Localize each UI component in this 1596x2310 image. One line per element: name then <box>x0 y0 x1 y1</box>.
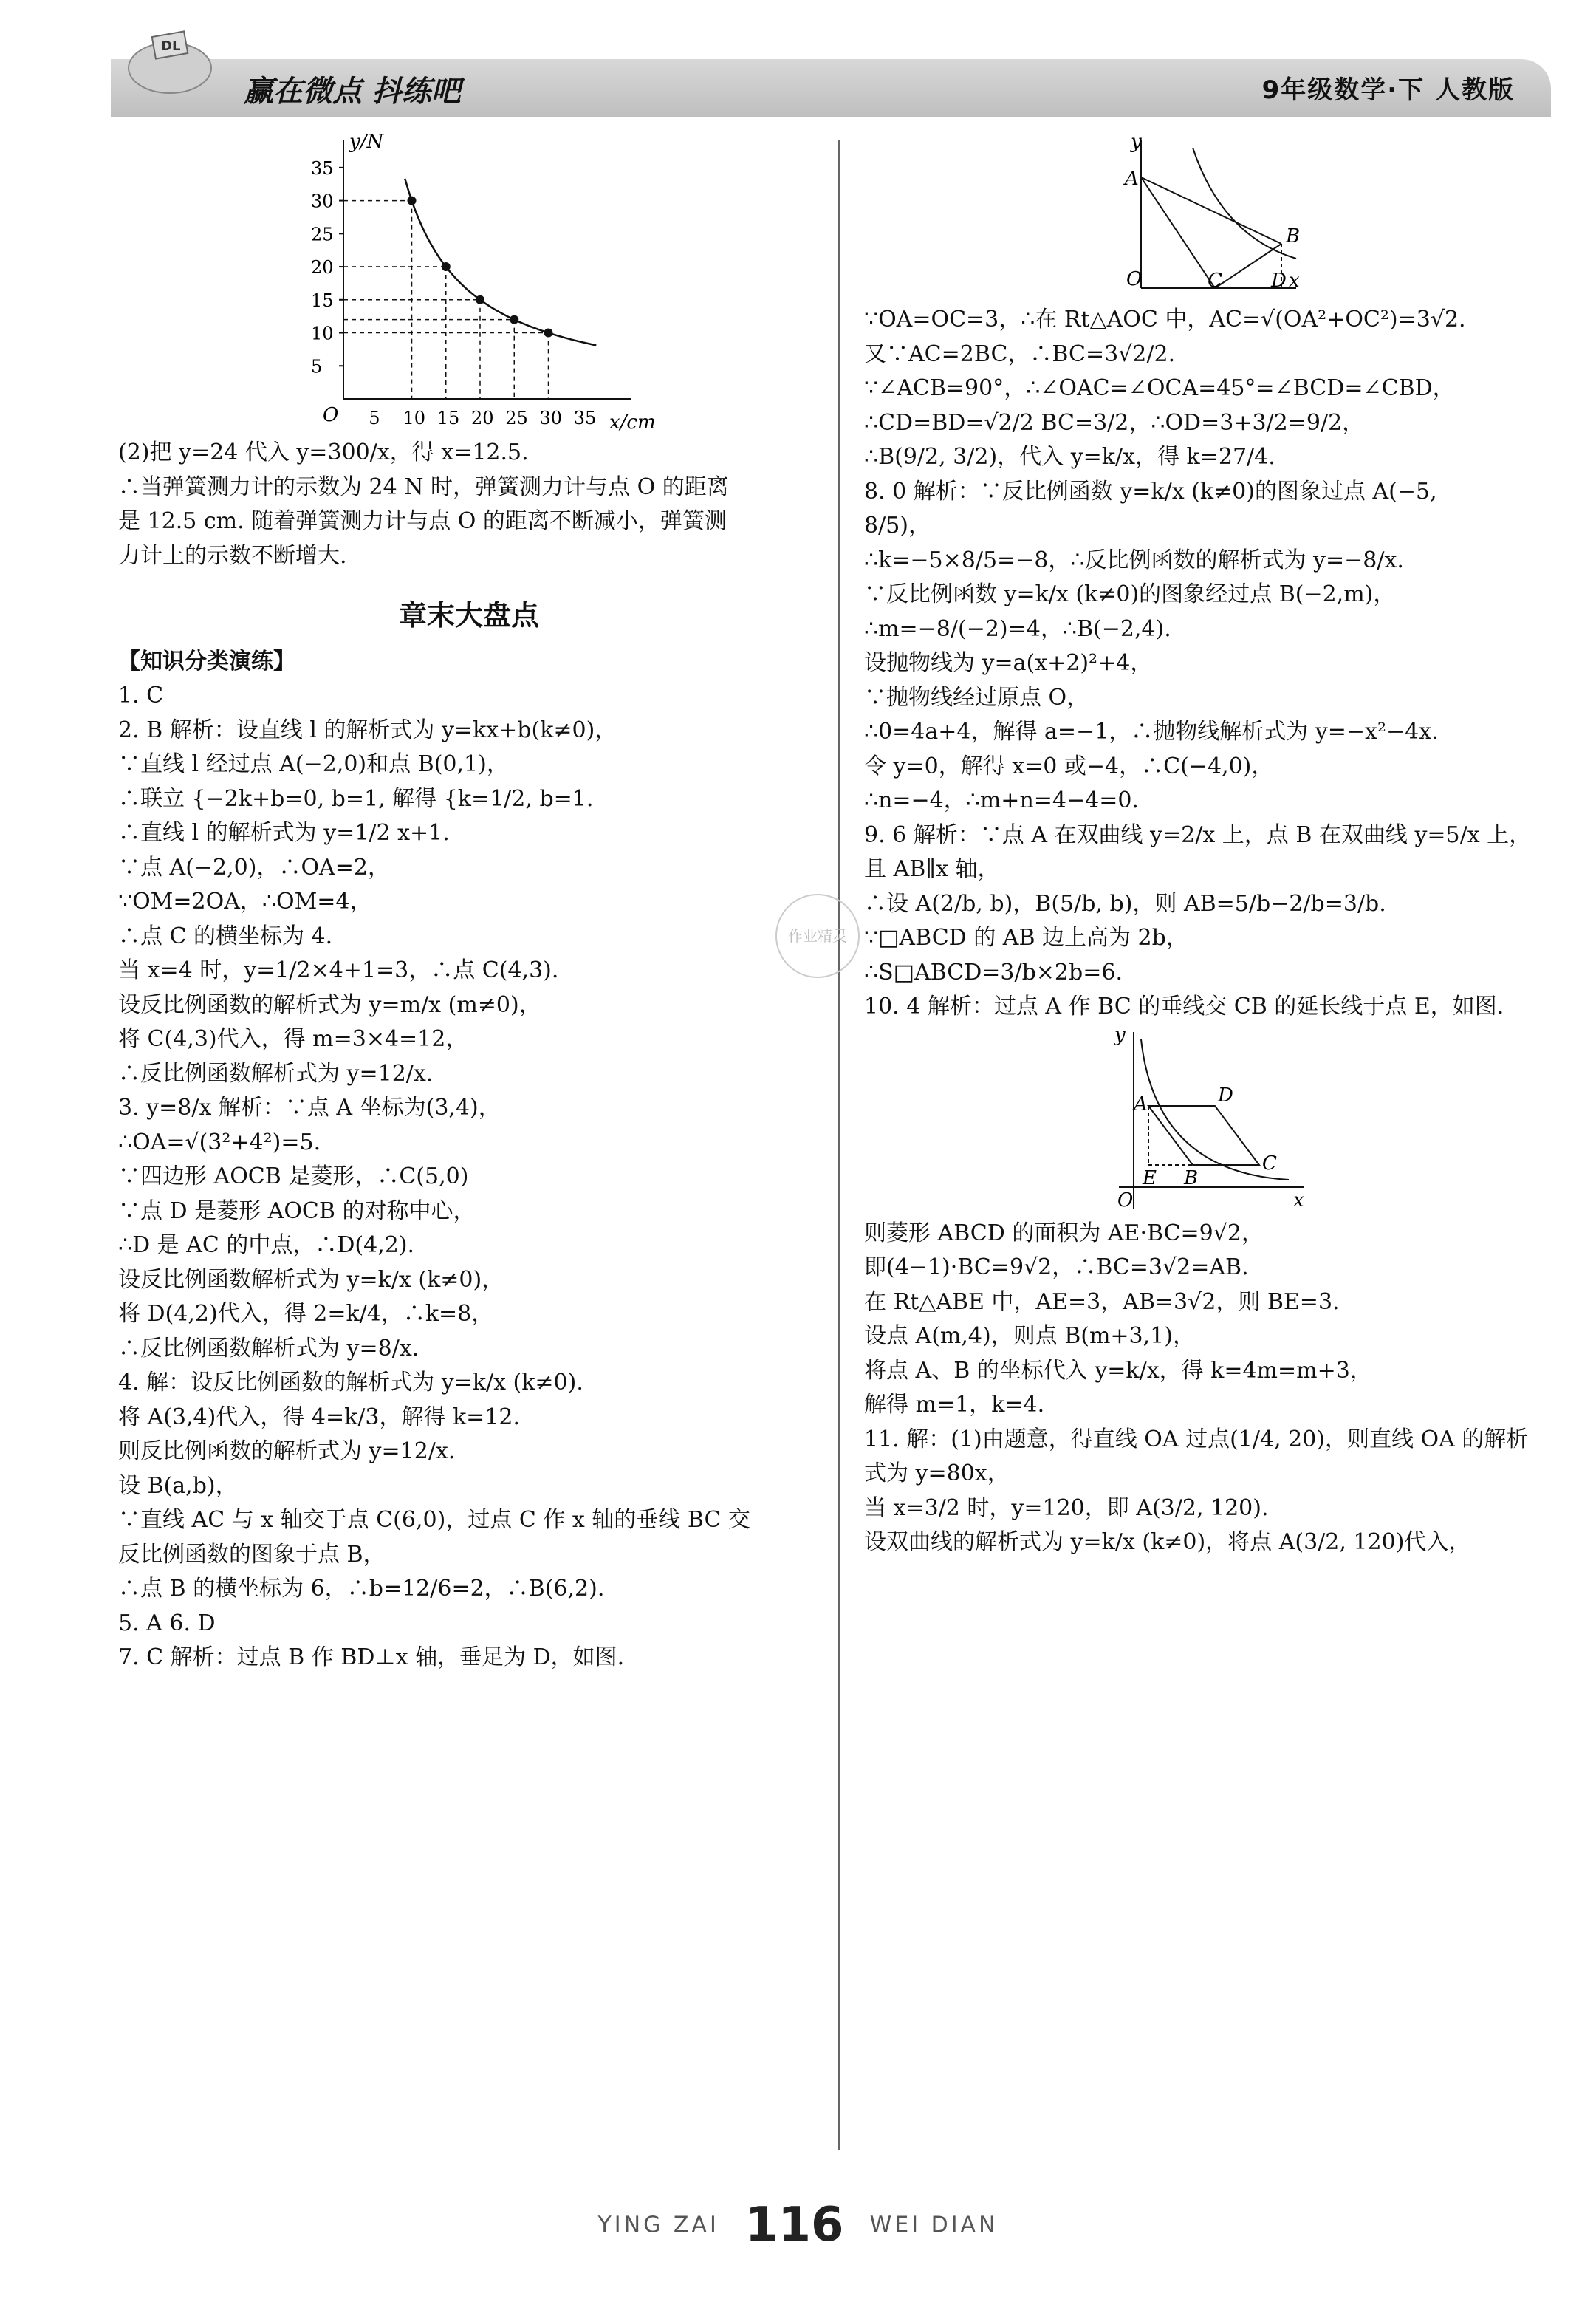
page-number: 116 <box>744 2198 844 2252</box>
text-line: 又∵AC=2BC，∴BC=3√2/2. <box>864 341 1176 367</box>
text-line: 5. A 6. D <box>118 1610 216 1636</box>
text-line: ∴CD=BD=√2/2 BC=3/2，∴OD=3+3/2=9/2， <box>864 409 1365 436</box>
data-point <box>442 262 451 271</box>
text-line: ∴点 C 的横坐标为 4. <box>118 923 333 949</box>
fig2-x: x <box>1293 1189 1304 1212</box>
y-tick-label: 20 <box>311 257 334 279</box>
answers-right <box>864 303 1551 1025</box>
text-line: 设反比例函数解析式为 y=k/x (k≠0)， <box>118 1266 504 1293</box>
text-line: 1. C <box>118 683 164 709</box>
fig1-x: x <box>1289 270 1300 292</box>
text-line: ∵四边形 AOCB 是菱形，∴C(5,0) <box>118 1163 469 1190</box>
text-line: ∴D 是 AC 的中点，∴D(4,2). <box>118 1232 415 1259</box>
y-tick-label: 10 <box>311 323 334 344</box>
footer-right: WEI DIAN <box>869 2212 999 2238</box>
text-line: ∵∠ACB=90°，∴∠OAC=∠OCA=45°=∠BCD=∠CBD， <box>864 375 1455 401</box>
watermark-stamp: 作业精灵 <box>775 894 860 978</box>
text-line: 8/5)， <box>864 513 931 539</box>
text-line: ∴当弹簧测力计的示数为 24 N 时，弹簧测力计与点 O 的距离 <box>118 474 729 500</box>
fig2-y: y <box>1114 1023 1126 1046</box>
x-tick-label: 5 <box>369 408 380 428</box>
data-point <box>476 295 484 304</box>
text-line: ∴设 A(2/b, b)，B(5/b, b)，则 AB=5/b−2/b=3/b. <box>864 890 1386 917</box>
curve-series <box>405 179 596 346</box>
header-slogan: 赢在微点 抖练吧 <box>244 75 461 109</box>
text-line: 设双曲线的解析式为 y=k/x (k≠0)，将点 A(3/2, 120)代入， <box>864 1529 1471 1555</box>
text-line: 在 Rt△ABE 中，AE=3，AB=3√2，则 BE=3. <box>864 1288 1340 1315</box>
subsection-heading: 【知识分类演练】 <box>118 648 295 674</box>
text-line: 则菱形 ABCD 的面积为 AE·BC=9√2， <box>864 1220 1264 1246</box>
text-line: 令 y=0，解得 x=0 或−4，∴C(−4,0)， <box>864 753 1274 779</box>
fig1-C: C <box>1208 270 1222 292</box>
data-point <box>408 197 417 205</box>
right-column <box>864 133 1551 1560</box>
y-tick-label: 5 <box>311 356 323 377</box>
figure-q7 <box>1112 133 1304 303</box>
badge-text: DL <box>161 38 181 54</box>
x-tick-label: 10 <box>403 408 426 428</box>
fig1-y: y <box>1131 131 1142 153</box>
data-point <box>544 329 553 338</box>
text-line: ∴直线 l 的解析式为 y=1/2 x+1. <box>118 820 450 847</box>
answers-left <box>118 679 820 1675</box>
text-line: ∵□ABCD 的 AB 边上高为 2b， <box>864 925 1188 951</box>
text-line: ∴S□ABCD=3/b×2b=6. <box>864 959 1123 985</box>
left-column <box>118 133 820 1675</box>
x-tick-label: 35 <box>573 408 597 428</box>
text-line: 将 D(4,2)代入，得 2=k/4，∴k=8， <box>118 1301 494 1327</box>
fig1-O: O <box>1126 268 1143 290</box>
text-line: ∵直线 l 经过点 A(−2,0)和点 B(0,1)， <box>118 751 509 778</box>
text-line: ∵点 D 是菱形 AOCB 的对称中心， <box>118 1197 476 1224</box>
x-axis-label: x/cm <box>609 411 656 434</box>
fig2-O: O <box>1117 1189 1134 1212</box>
header-book-info: 9年级数学·下 人教版 <box>1261 75 1515 105</box>
section-title: 章末大盘点 <box>398 598 539 632</box>
text-line: 10. 4 解析：过点 A 作 BC 的垂线交 CB 的延长线于点 E，如图. <box>864 994 1504 1019</box>
x-tick-label: 25 <box>505 408 528 428</box>
x-tick-label: 30 <box>539 408 563 428</box>
text-line: 11. 解：(1)由题意，得直线 OA 过点(1/4, 20)，则直线 OA 的解析 <box>864 1426 1529 1452</box>
y-tick-label: 35 <box>311 157 334 179</box>
footer-left: YING ZAI <box>597 2212 719 2238</box>
text-line: ∴B(9/2, 3/2)，代入 y=k/x，得 k=27/4. <box>864 444 1275 470</box>
y-tick-label: 15 <box>311 290 334 311</box>
fig1-A: A <box>1125 168 1139 190</box>
text-line: 解得 m=1，k=4. <box>864 1392 1045 1418</box>
text-line: 将点 A、B 的坐标代入 y=k/x，得 k=4m=m+3， <box>864 1357 1372 1384</box>
text-line: ∵点 A(−2,0)，∴OA=2， <box>118 854 390 881</box>
text-line: 将 A(3,4)代入，得 4=k/3，解得 k=12. <box>118 1404 521 1430</box>
origin-label: O <box>323 404 339 426</box>
text-line: 则反比例函数的解析式为 y=12/x. <box>118 1438 456 1465</box>
logo-badge <box>126 30 214 96</box>
text-line: 3. y=8/x 解析：∵点 A 坐标为(3,4)， <box>118 1095 501 1121</box>
text-line: 设 B(a,b)， <box>118 1472 238 1499</box>
fig2-B: B <box>1184 1166 1199 1189</box>
text-line: ∵抛物线经过原点 O， <box>864 684 1089 711</box>
figure-q10 <box>1104 1025 1311 1217</box>
x-tick-label: 20 <box>471 408 494 428</box>
text-line: ∴0=4a+4，解得 a=−1，∴抛物线解析式为 y=−x²−4x. <box>864 719 1439 745</box>
column-divider <box>838 140 840 2150</box>
text-line: 力计上的示数不断增大. <box>118 542 347 569</box>
text-line: 8. 0 解析：∵反比例函数 y=k/x (k≠0)的图象过点 A(−5, <box>864 478 1437 505</box>
text-line: 设反比例函数的解析式为 y=m/x (m≠0)， <box>118 991 541 1018</box>
fig2-C: C <box>1262 1152 1277 1175</box>
fig2-D: D <box>1218 1084 1233 1107</box>
text-line: 当 x=3/2 时，y=120，即 A(3/2, 120). <box>864 1494 1269 1521</box>
footer <box>0 2198 1596 2252</box>
x-tick-label: 15 <box>436 408 460 428</box>
text-line: ∴点 B 的横坐标为 6，∴b=12/6=2，∴B(6,2). <box>118 1576 605 1602</box>
fig1-D: D <box>1271 270 1287 292</box>
text-line: 且 AB∥x 轴， <box>864 856 1000 882</box>
left-text-block <box>118 436 820 573</box>
y-axis-label: y/N <box>349 131 384 153</box>
data-point <box>510 315 518 324</box>
text-line: 当 x=4 时，y=1/2×4+1=3，∴点 C(4,3). <box>118 957 559 984</box>
text-line: 式为 y=80x， <box>864 1460 1010 1486</box>
text-line: ∵直线 AC 与 x 轴交于点 C(6,0)，过点 C 作 x 轴的垂线 BC 交 <box>118 1507 750 1534</box>
text-line: ∴k=−5×8/5=−8，∴反比例函数的解析式为 y=−8/x. <box>864 547 1404 573</box>
fig2-E: E <box>1143 1166 1157 1189</box>
text-line: ∴联立 {−2k+b=0, b=1, 解得 {k=1/2, b=1. <box>118 785 594 812</box>
fig1-B: B <box>1286 225 1301 247</box>
text-line: 反比例函数的图象于点 B， <box>118 1541 386 1568</box>
y-tick-label: 30 <box>311 191 334 212</box>
text-line: ∴n=−4，∴m+n=4−4=0. <box>864 787 1139 813</box>
text-line: ∵OM=2OA，∴OM=4， <box>118 889 372 915</box>
text-line: 7. C 解析：过点 B 作 BD⊥x 轴，垂足为 D，如图. <box>118 1644 625 1671</box>
text-line: 9. 6 解析：∵点 A 在双曲线 y=2/x 上，点 B 在双曲线 y=5/x 上， <box>864 821 1532 848</box>
text-line: (2)把 y=24 代入 y=300/x，得 x=12.5. <box>118 440 529 465</box>
fig2-A: A <box>1134 1093 1148 1115</box>
text-line: 4. 解：设反比例函数的解析式为 y=k/x (k≠0). <box>118 1370 583 1396</box>
text-line: 设点 A(m,4)，则点 B(m+3,1)， <box>864 1323 1195 1349</box>
text-line: 即(4−1)·BC=9√2，∴BC=3√2=AB. <box>864 1254 1249 1280</box>
y-tick-label: 25 <box>311 224 334 245</box>
text-line: ∵OA=OC=3，∴在 Rt△AOC 中，AC=√(OA²+OC²)=3√2. <box>864 307 1466 332</box>
text-line: ∴反比例函数解析式为 y=8/x. <box>118 1335 419 1361</box>
text-line: 设抛物线为 y=a(x+2)²+4， <box>864 650 1153 676</box>
text-line: 将 C(4,3)代入，得 m=3×4=12， <box>118 1026 468 1053</box>
text-line: 2. B 解析：设直线 l 的解析式为 y=kx+b(k≠0)， <box>118 717 617 743</box>
text-line: ∴m=−8/(−2)=4，∴B(−2,4). <box>864 615 1171 642</box>
text-line: ∴OA=√(3²+4²)=5. <box>118 1129 321 1155</box>
text-line: ∴反比例函数解析式为 y=12/x. <box>118 1060 434 1087</box>
spring-chart <box>292 131 656 436</box>
text-line: ∵反比例函数 y=k/x (k≠0)的图象经过点 B(−2,m)， <box>864 581 1396 607</box>
answers-right-continued <box>864 1217 1551 1560</box>
text-line: 是 12.5 cm. 随着弹簧测力计与点 O 的距离不断减小，弹簧测 <box>118 508 727 534</box>
